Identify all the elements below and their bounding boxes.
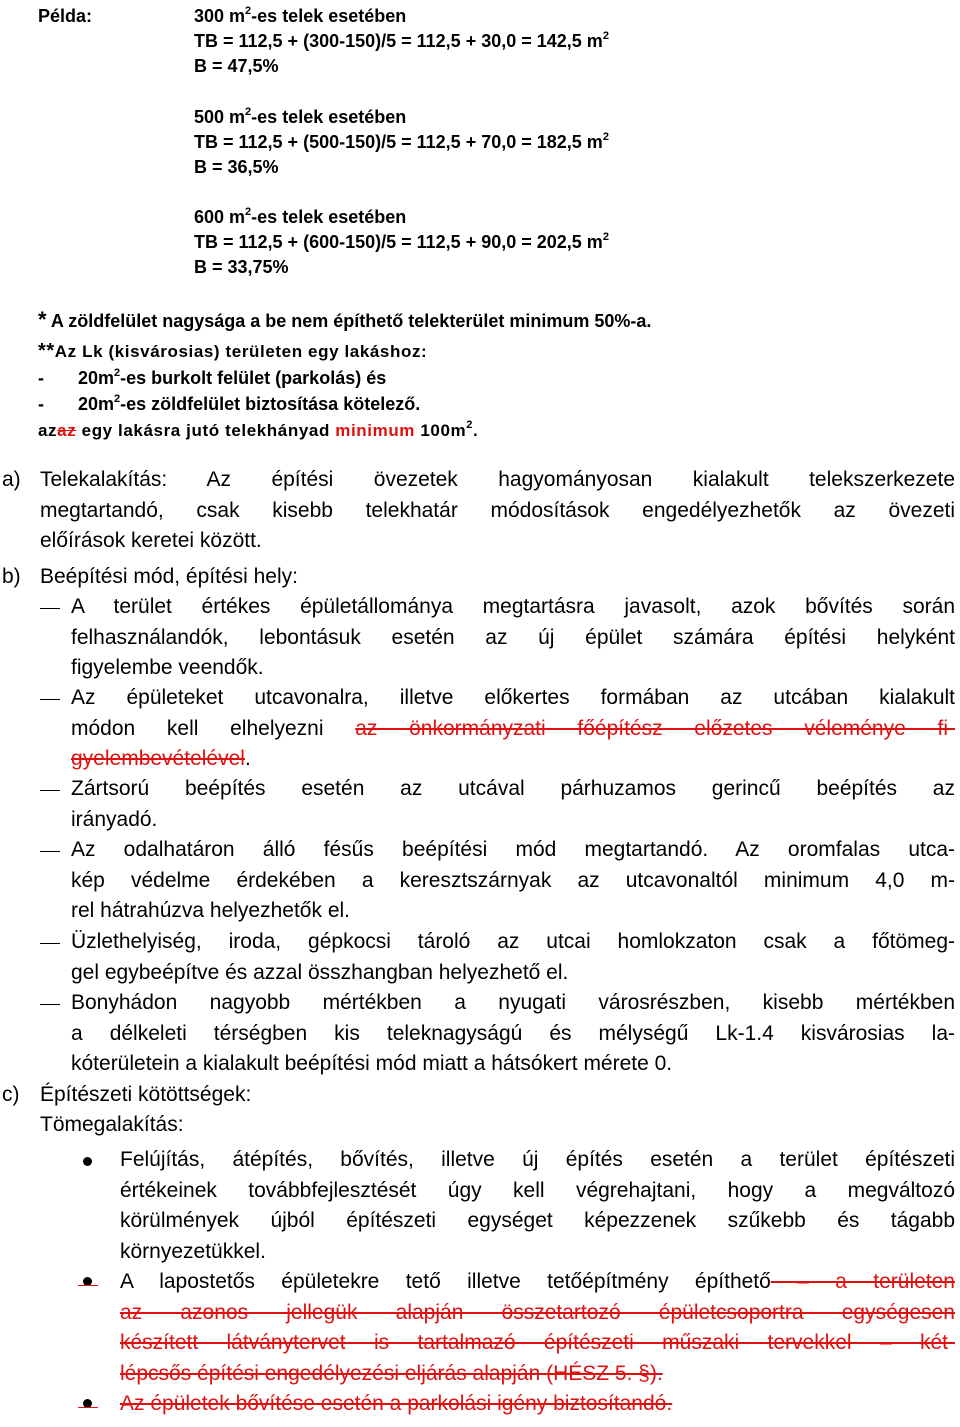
deleted-text: készített látványtervet is tartalmazó építészeti műszaki tervekkel – két- — [120, 1331, 955, 1354]
inserted-text: minimum — [335, 421, 416, 440]
footnote-item-green: - $20m^2-es$ zöldfelület biztosítása kötelező. — [38, 393, 421, 414]
example-case-3-formula: TB = 112,5 + (600-150)/5 = 112,5 + 90,0 = 202,5 $m^2$ — [194, 231, 609, 252]
section-c-bullet-3 — [120, 1389, 955, 1420]
dash-marker — [40, 943, 60, 944]
section-c-label: c) — [2, 1083, 20, 1106]
section-b-label: b) — [2, 565, 21, 588]
footnote-item-parking: - $20m^2-es$ burkolt felület (parkolás) és — [38, 367, 387, 388]
deleted-text: Az épületek bővítése esetén a parkolási igény biztosítandó. — [120, 1392, 673, 1415]
deleted-text: gyelembevételével — [71, 747, 245, 770]
section-c-bullet-1: Felújítás, átépítés, bővítés, illetve új építés esetén a terület építészeti értékeinek továbbfejlesztését úgy kell végrehajtani, hogy a megváltozó körülmények újból építészeti egységet képezzenek szűkebb és tágabb környezetükkel. — [120, 1148, 955, 1263]
section-a-label: a) — [2, 468, 21, 491]
footnote-star: * A zöldfelület nagysága a be nem építhető telekterület minimum 50%-a. — [38, 307, 652, 332]
section-b-item-5: Üzlethelyiség, iroda, gépkocsi tároló az utcai homlokzaton csak a főtömeg- gel egybeépítve és azzal összhangban helyezhető el. — [71, 930, 955, 984]
example-case-1-title: 300 $m^2-es$ telek esetében — [194, 5, 407, 26]
footnote-lot-share: azaz egy lakásra jutó telekhányad minimum $100m^2$. — [38, 419, 479, 440]
deleted-text: lépcsős építési engedélyezési eljárás alapján (HÉSZ 5. §). — [120, 1361, 663, 1385]
deleted-text: az azonos jellegük alapján összetartozó épületcsoportra egységesen — [120, 1300, 955, 1324]
example-case-1-result: B = 47,5% — [194, 56, 279, 76]
dash-marker — [40, 790, 60, 791]
example-case-2-result: B = 36,5% — [194, 157, 279, 177]
deleted-text: az — [57, 421, 77, 440]
example-case-3-result: B = 33,75% — [194, 257, 289, 277]
bullet-marker — [83, 1157, 92, 1166]
section-b-item-2: Az épületeket utcavonalra, illetve előkertes formában az utcában kialakult módon kell elhelyezni az önkormányzati főépítész előzetes véleménye fi- gyelembevételével. — [71, 686, 955, 770]
section-b-item-6: Bonyhádon nagyobb mértékben a nyugati városrészben, kisebb mértékben a délkeleti térségben kis teleknagyságú és mélységű Lk-1.4 kisvárosias la- kóterületein a kialakult beépítési mód miatt a hátsókert mérete 0. — [71, 991, 955, 1075]
section-a-text: Telekalakítás: Az építési övezetek hagyományosan kialakult telekszerkezete megtartandó, csak kisebb telekhatár módosítások engedélyezhetők az övezeti előírások keretei között. — [40, 468, 955, 552]
dash-marker — [40, 608, 60, 609]
dash-marker — [40, 851, 60, 852]
example-case-3-title: 600 $m^2-es$ telek esetében — [194, 206, 407, 227]
section-b-item-1: A terület értékes épületállománya megtartásra javasolt, azok bővítés során felhasználandók, lebontásuk esetén az új épület számára építési helyként figyelembe veendők. — [71, 595, 955, 679]
deleted-text: az önkormányzati főépítész előzetes véleménye fi- — [355, 716, 955, 740]
section-c-subtitle: Tömegalakítás: — [40, 1113, 184, 1136]
section-b-item-4: Az odalhatáron álló fésűs beépítési mód megtartandó. Az oromfalas utca- kép védelme érdekében a keresztszárnyak az utcavonaltól minimum 4,0 m- rel hátrahúzva helyezhetők el. — [71, 838, 955, 922]
example-case-1-formula: TB = 112,5 + (300-150)/5 = 112,5 + 30,0 = 142,5 $m^2$ — [194, 30, 609, 51]
example-label: Példa: — [38, 6, 93, 26]
deleted-text: – a területen — [770, 1270, 955, 1293]
section-c-title: Építészeti kötöttségek: — [40, 1083, 252, 1106]
section-b-item-3: Zártsorú beépítés esetén az utcával párhuzamos gerincű beépítés az irányadó. — [71, 777, 955, 831]
footnote-double-star: **Az Lk (kisvárosias) területen egy lakáshoz: — [38, 340, 428, 362]
example-case-2-formula: TB = 112,5 + (500-150)/5 = 112,5 + 70,0 = 182,5 $m^2$ — [194, 131, 609, 152]
deleted-bullet-line — [78, 1285, 98, 1286]
deleted-bullet-line — [78, 1407, 98, 1408]
section-c-bullet-2: A lapostetős épületekre tető illetve tetőépítmény építhető – a területen az azonos jellegük alapján összetartozó épületcsoportra egységesen készített látványtervet is tartalmazó építészeti műszaki tervekkel – két- lépcsős építési engedélyezési eljárás alapján (HÉSZ 5. §). — [120, 1270, 955, 1385]
section-b-title: Beépítési mód, építési hely: — [40, 565, 298, 588]
dash-marker — [40, 699, 60, 700]
example-case-2-title: 500 $m^2-es$ telek esetében — [194, 106, 407, 127]
dash-marker — [40, 1004, 60, 1005]
